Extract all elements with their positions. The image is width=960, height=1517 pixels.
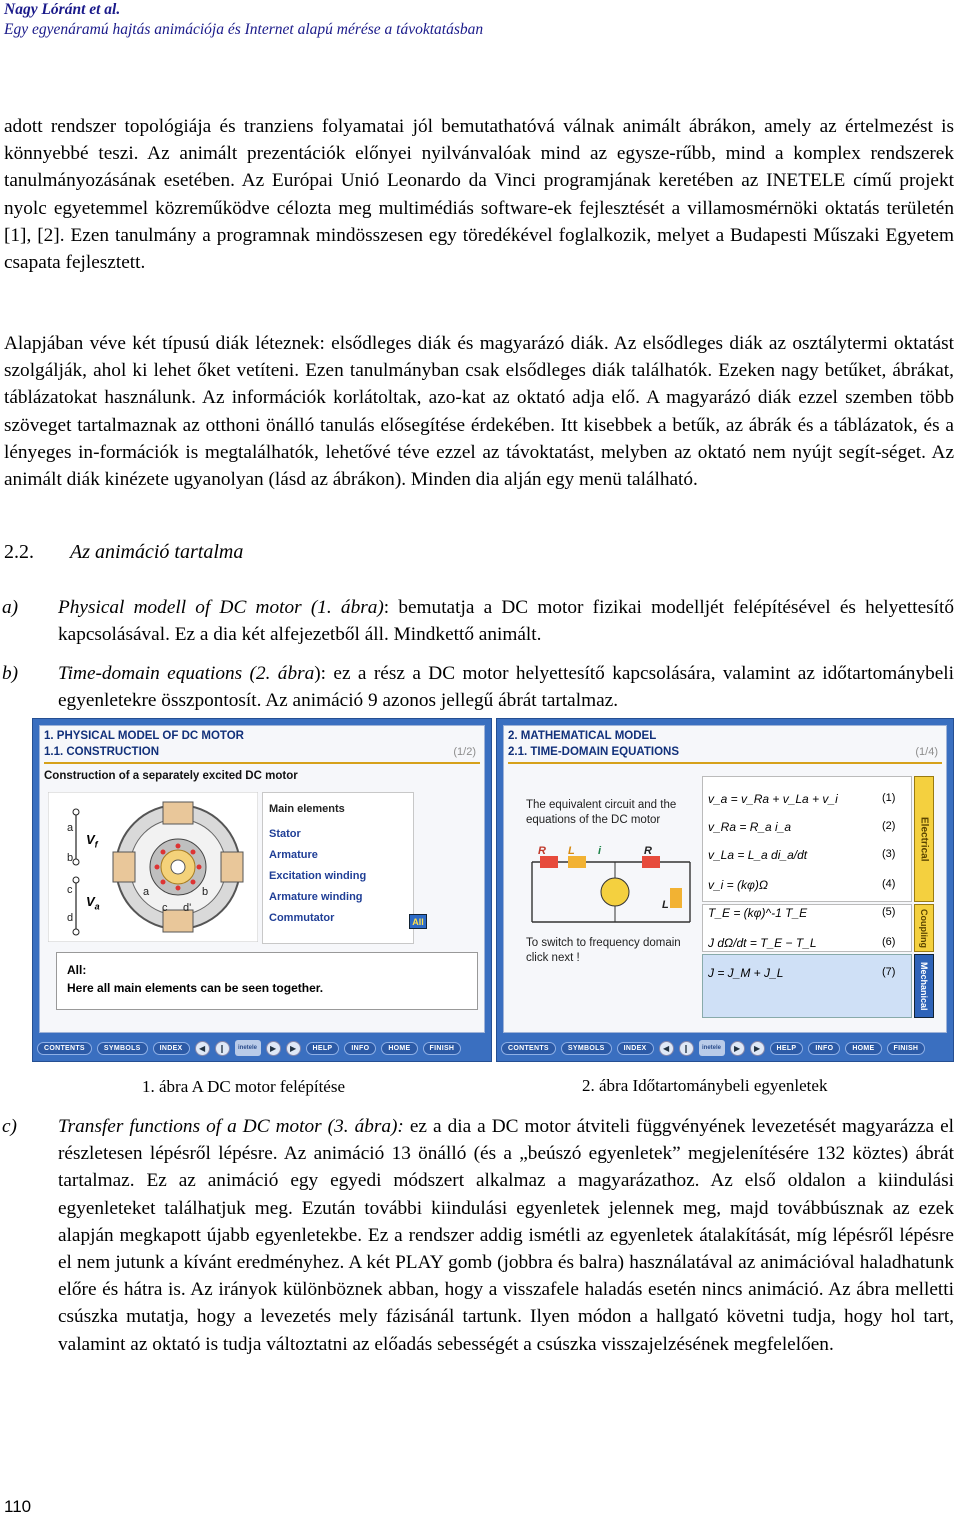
inetele-logo: inetele — [699, 1040, 725, 1056]
equation-1: v_a = v_Ra + v_La + v_i — [708, 792, 838, 806]
element-commutator[interactable]: Commutator — [269, 912, 335, 924]
svg-text:R: R — [538, 845, 546, 857]
eq-number-5: (5) — [882, 906, 896, 918]
eq-number-7: (7) — [882, 966, 896, 978]
item-c-text: ez a dia a DC motor átviteli függvényének levezetését magyarázza el részletesen lépésről lépésre. Az animáció 13 önálló (és a „beúszó egyenletek” megjelenítésére 132 köztes) ábrát tartalmaz. Ez az animáció egy egyedi módszert alkalmaz a magyarázathoz. Az első oldalon a kiindulási egyenleteket találhatjuk meg. Ezután további kiindulási egyenletek jelennek meg, majd továbbúsznak az ezek alapján megkapott újabb egyenletekbe. Ez a rendszer addig ismétli az egyenletek átalakítását, míg lépésről lépésre el nem jutunk a kívánt eredményhez. A két PLAY gomb (jobbra és balra) használatával az animációval haladhatunk előre és hátra is. Az irányok különböznek abban, hogy a visszafele haladás esetén nincs animáció. Az ábra melletti csúszka mutatja, hogy a levezetés mely fázisánál tartunk. Ilyen módon a hallgató követni tudja, hogy hol tart, valamint az oktató is tudja változtatni az előadás sebességét a csúszka visszajelzésének megfelelően. — [58, 1116, 954, 1355]
tab-mechanical[interactable] — [914, 954, 934, 1018]
rotor-label-d: d' — [183, 902, 192, 914]
equivalent-circuit — [520, 844, 700, 930]
figure-1-title: 1. PHYSICAL MODEL OF DC MOTOR — [44, 730, 244, 742]
menu-finish-button[interactable]: FINISH — [423, 1042, 462, 1055]
tab-coupling[interactable] — [914, 904, 934, 952]
all-description-box — [56, 952, 478, 1010]
menu-info-button[interactable]: INFO — [344, 1042, 376, 1055]
element-stator[interactable]: Stator — [269, 828, 301, 840]
item-a-text: : bemutatja a DC motor fizikai modelljét felépítésével és helyettesítő kapcsolásával. Ez a dia két alfejezetből áll. Mindkettő animált. — [58, 597, 954, 646]
tab-mechanical-label: Mechanical — [919, 961, 929, 1011]
eq-number-1: (1) — [882, 792, 896, 804]
menu-contents-button[interactable]: CONTENTS — [501, 1042, 556, 1055]
voltage-vf-label: $V_f$ — [86, 832, 98, 850]
figure-2-intro: The equivalent circuit and the equations of the DC motor — [526, 799, 677, 826]
figure-1-menu-bar — [37, 1038, 487, 1058]
all-label: All: — [67, 963, 87, 977]
paragraph-2: Alapjában véve két típusú diák léteznek: elsődleges diák és magyarázó diák. Az elsődleges diák az osztálytermi oktatást szolgálják, ahol ki lehet őket vetíteni. Ezen tanulmányban csak elsődleges diák találhatók. Ezeken nagy betűket, ábrákat, táblázatokat használunk. Az információk korlátoltak, azo-kat az oktató adja elő. A magyarázó diák ezzel szemben több szöveget tartalmaznak az otthoni önálló tanulás elősegítése érdekében. Itt kisebbek a betűk, az ábrák és a táblázatok, és a lényeges in-formációk is megtalálhatók, lehetővé téve ezzel az távoktatást, melyben az oktató nem nyújt segít-séget. Az animált diák kinézete ugyanolyan (lásd az ábrákon). Minden dia alján egy menü található. — [4, 333, 954, 491]
menu-index-button[interactable]: INDEX — [617, 1042, 654, 1055]
figure-1-rule — [44, 762, 480, 764]
pause-icon[interactable]: ‖ — [215, 1041, 230, 1056]
main-elements-title: Main elements — [269, 803, 345, 815]
figure-1-heading: Construction of a separately excited DC motor — [44, 770, 298, 782]
menu-home-button[interactable]: HOME — [381, 1042, 417, 1055]
section-title: Az animáció tartalma — [70, 541, 244, 563]
item-b-label: b) — [2, 663, 19, 684]
menu-help-button[interactable]: HELP — [770, 1042, 804, 1055]
menu-symbols-button[interactable]: SYMBOLS — [561, 1042, 612, 1055]
equation-6: J dΩ/dt = T_E − T_L — [708, 936, 817, 950]
figure-2-rule — [508, 762, 942, 764]
item-c-label: c) — [2, 1116, 17, 1137]
mechanical-equations-box — [702, 954, 912, 1018]
figure-1-page-indicator: (1/2) — [453, 746, 476, 758]
menu-contents-button[interactable]: CONTENTS — [37, 1042, 92, 1055]
figure-2-panel — [496, 718, 954, 1062]
figure-1-slide — [39, 725, 485, 1033]
all-text: Here all main elements can be seen together. — [67, 981, 324, 995]
tab-coupling-label: Coupling — [919, 908, 929, 948]
menu-help-button[interactable]: HELP — [306, 1042, 340, 1055]
menu-finish-button[interactable]: FINISH — [887, 1042, 926, 1055]
running-header — [4, 0, 483, 40]
pause-icon[interactable]: ‖ — [679, 1041, 694, 1056]
figure-2-caption: 2. ábra Időtartománybeli egyenletek — [582, 1076, 828, 1095]
play-icon[interactable]: ▶ — [266, 1041, 281, 1056]
svg-text:L: L — [568, 845, 575, 857]
terminal-d: d — [67, 912, 74, 924]
frequency-domain-hint: To switch to frequency domain click next ! — [526, 937, 681, 964]
terminal-a: a — [67, 822, 74, 834]
equation-5: T_E = (kφ)^-1 T_E — [708, 906, 808, 920]
equation-4: v_i = (kφ)Ω — [708, 878, 768, 892]
tab-electrical-label: Electrical — [918, 816, 930, 862]
element-excitation-winding[interactable]: Excitation winding — [269, 870, 367, 882]
item-a-title: Physical modell of DC motor (1. ábra) — [58, 597, 384, 618]
header-title: Egy egyenáramú hajtás animációja és Internet alapú mérése a távoktatásban — [4, 21, 484, 38]
item-a — [2, 594, 954, 648]
terminal-c: c — [67, 884, 73, 896]
figure-2-subtitle: 2.1. TIME-DOMAIN EQUATIONS — [508, 746, 680, 758]
back-arrow-icon[interactable]: ◀ — [195, 1041, 210, 1056]
eq-number-6: (6) — [882, 936, 896, 948]
eq-number-2: (2) — [882, 820, 896, 832]
section-number: 2.2. — [4, 541, 34, 563]
menu-index-button[interactable]: INDEX — [153, 1042, 190, 1055]
page-number: 110 — [4, 1497, 32, 1516]
item-a-label: a) — [2, 597, 19, 618]
equation-2: v_Ra = R_a i_a — [708, 820, 792, 834]
tab-electrical[interactable] — [914, 776, 934, 902]
voltage-va-label: $V_a$ — [86, 894, 100, 912]
forward-arrow-icon[interactable]: ▶ — [750, 1041, 765, 1056]
figure-2-page-indicator: (1/4) — [915, 746, 938, 758]
play-icon[interactable]: ▶ — [730, 1041, 745, 1056]
rotor-label-b: b — [202, 886, 209, 898]
svg-text:R: R — [644, 845, 652, 857]
rotor-label-c: c — [162, 902, 168, 914]
item-c — [2, 1113, 954, 1358]
header-author: Nagy Lóránt et al. — [4, 1, 121, 18]
menu-symbols-button[interactable]: SYMBOLS — [97, 1042, 148, 1055]
rotor-label-a: a — [143, 886, 150, 898]
figure-2-title: 2. MATHEMATICAL MODEL — [508, 730, 657, 742]
section-heading — [4, 541, 243, 564]
forward-arrow-icon[interactable]: ▶ — [286, 1041, 301, 1056]
item-b — [2, 660, 955, 714]
all-button[interactable]: All — [409, 914, 427, 929]
element-armature[interactable]: Armature — [269, 849, 318, 861]
menu-home-button[interactable]: HOME — [845, 1042, 881, 1055]
equation-3: v_La = L_a di_a/dt — [708, 848, 808, 862]
figure-2-menu-bar — [501, 1038, 949, 1058]
menu-info-button[interactable]: INFO — [808, 1042, 840, 1055]
figure-1-panel — [32, 718, 492, 1062]
figure-2-slide — [503, 725, 947, 1033]
equation-7: J = J_M + J_L — [708, 966, 784, 980]
figure-1-caption: 1. ábra A DC motor felépítése — [142, 1077, 346, 1096]
eq-number-3: (3) — [882, 848, 896, 860]
paragraph-1: adott rendszer topológiája és tranziens folyamatai jól bemutathatóvá válnak animált ábrákon, amely az értelmezést is könnyebbé teszi. Az animált prezentációk előnyei nyilvánvalóak mind az egysze-rűbb, mind a komplex rendszerek tanulmányozásának esetében. Az Európai Unió Leonardo da Vinci programjának keretében az INETELE című projekt nyolc egyetemmel közreműködve célozta meg multimédiás software-ek fejlesztését a villamosmérnöki oktatás területén [1], [2]. Ezen tanulmány a programnak mindösszesen egy töredékével foglalkozik, melyet a Budapesti Műszaki Egyetem csapata fejlesztett. — [4, 116, 954, 274]
item-c-title: Transfer functions of a DC motor (3. ábra): — [58, 1116, 404, 1137]
dc-motor-drawing — [48, 792, 258, 942]
figure-1-subtitle: 1.1. CONSTRUCTION — [44, 746, 160, 758]
element-armature-winding[interactable]: Armature winding — [269, 891, 363, 903]
terminal-b: b — [67, 852, 74, 864]
eq-number-4: (4) — [882, 878, 896, 890]
svg-text:L: L — [662, 899, 669, 911]
back-arrow-icon[interactable]: ◀ — [659, 1041, 674, 1056]
svg-text:i: i — [598, 845, 602, 857]
inetele-logo: inetele — [235, 1040, 261, 1056]
main-elements-box — [262, 792, 424, 944]
item-b-title: Time-domain equations (2. ábra — [58, 663, 315, 684]
item-b-text: ): ez a rész a DC motor helyettesítő kapcsolására, valamint az időtartománybeli egyenletekre összpontosít. Az animáció 9 azonos jellegű ábrát tartalmaz. — [58, 663, 955, 712]
